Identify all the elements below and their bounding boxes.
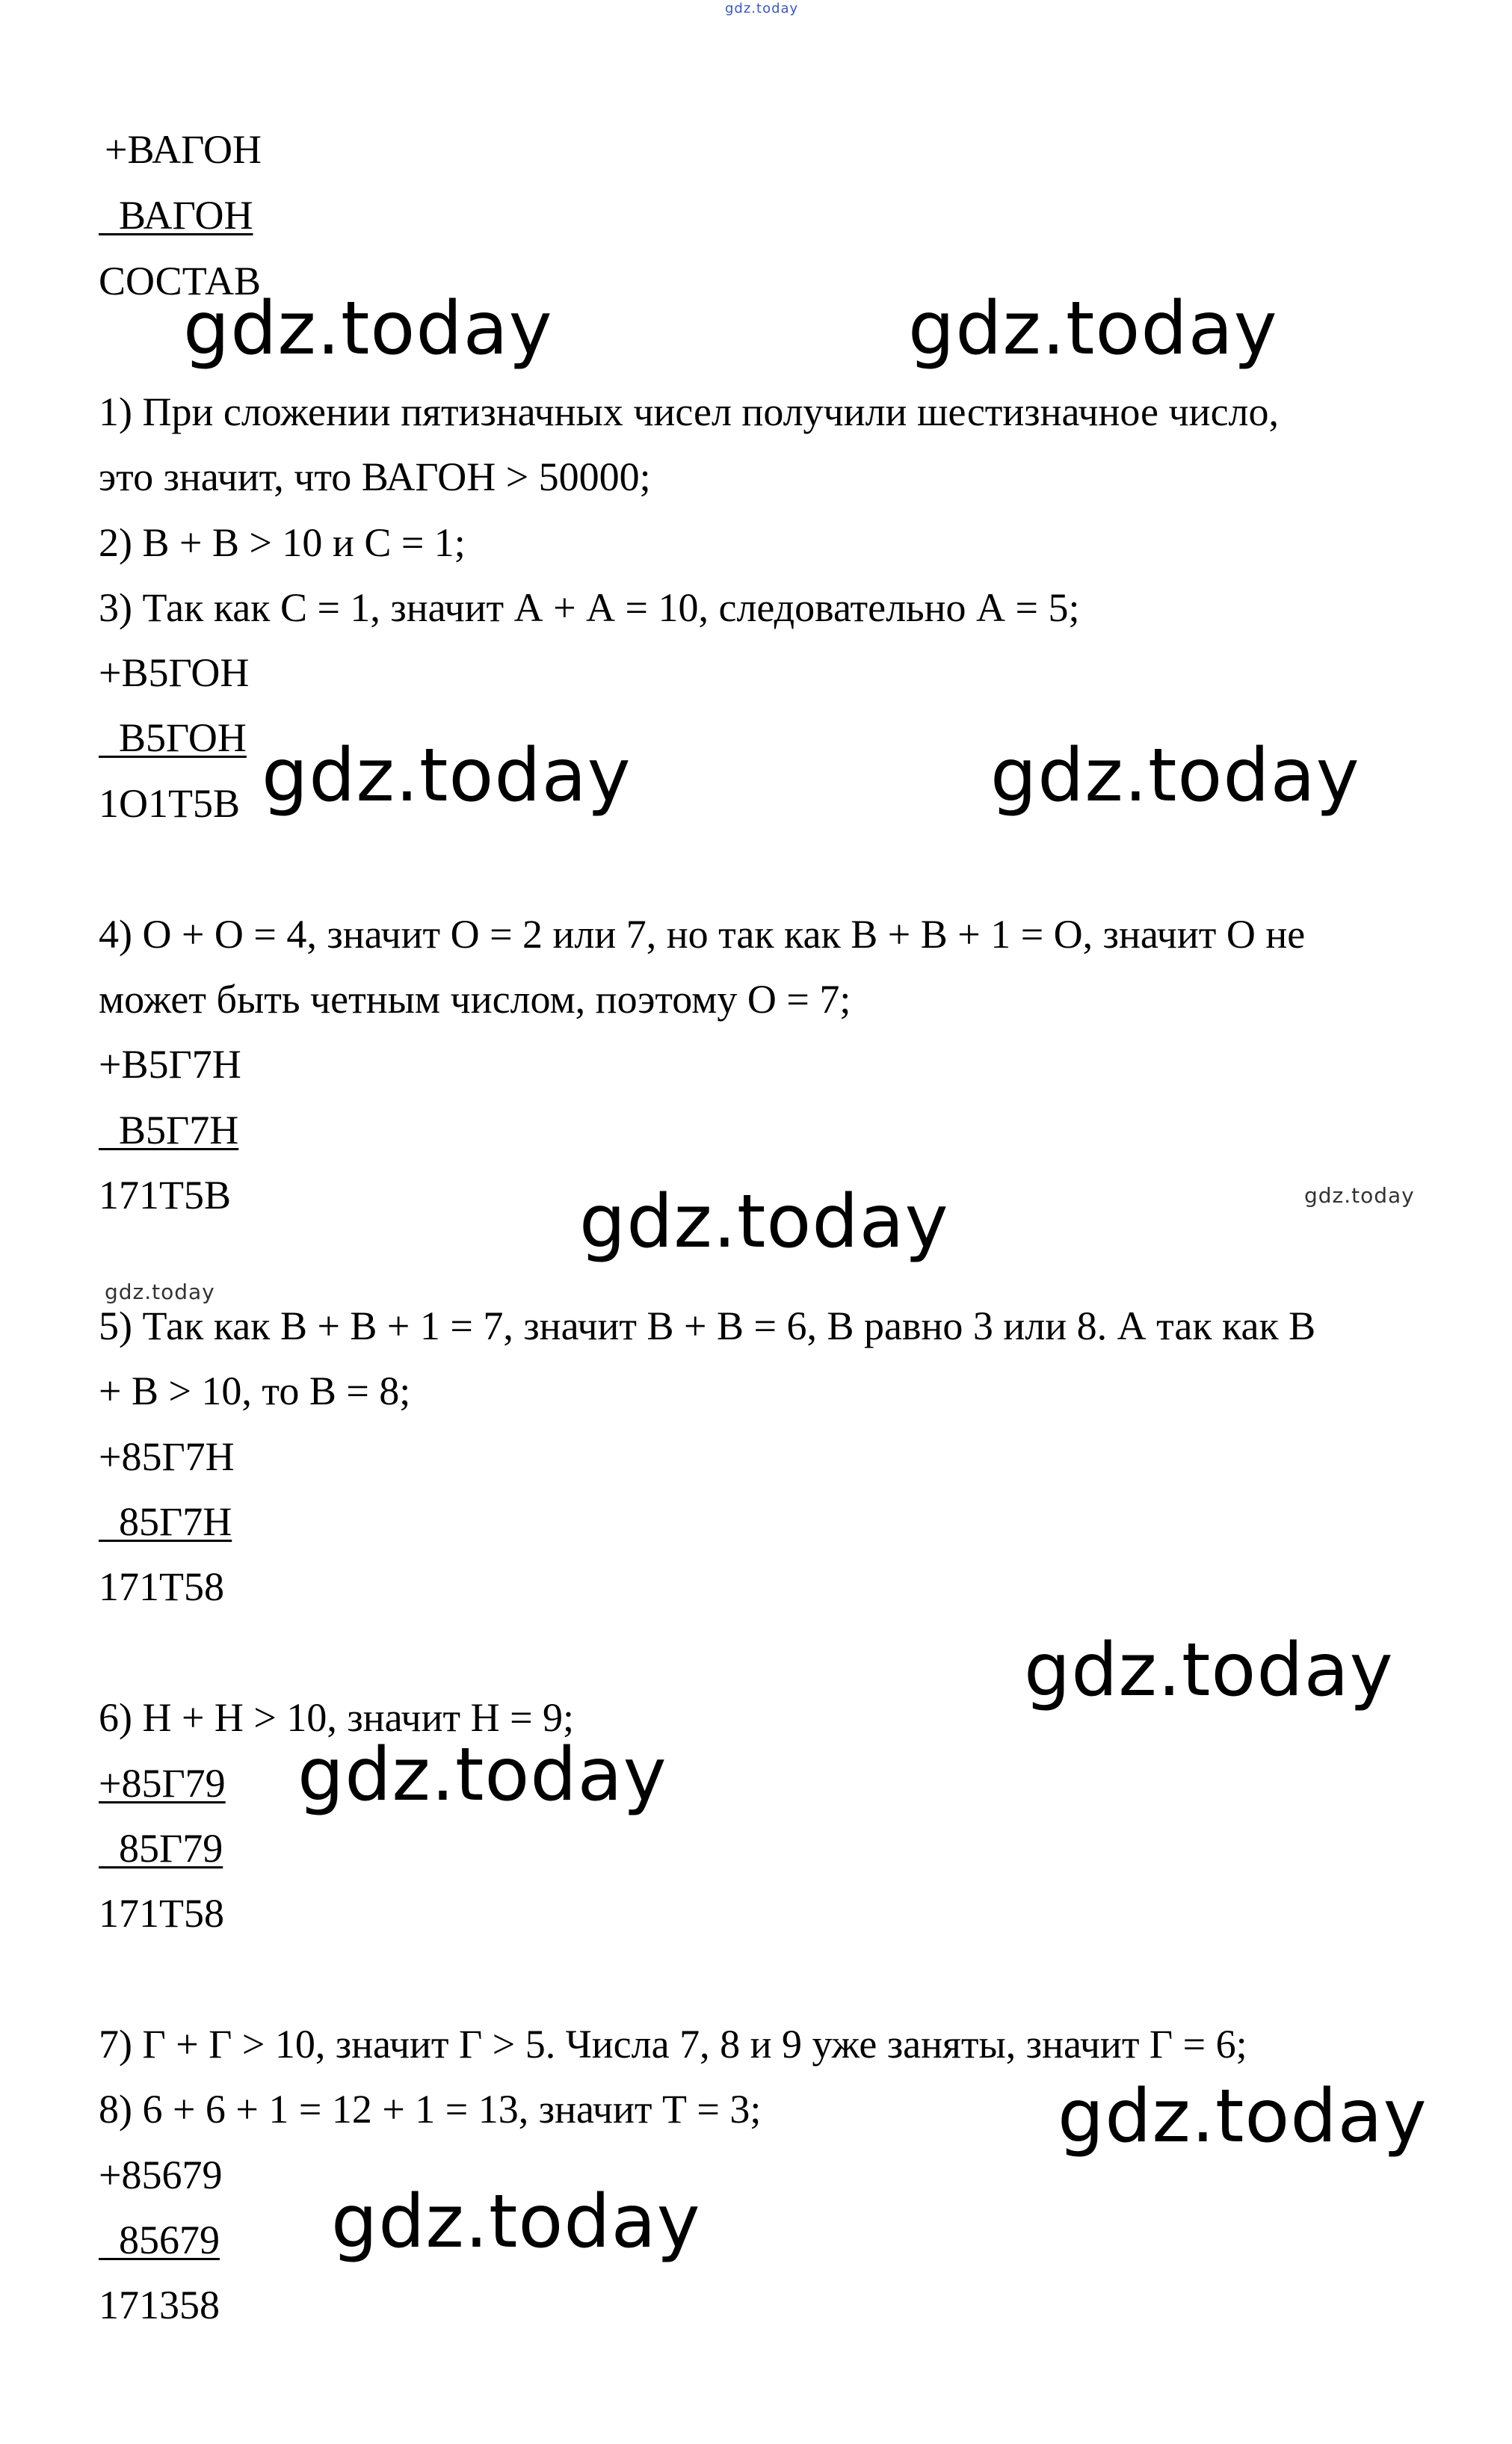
text-line-12: может быть четным числом, поэтому О = 7; [99, 977, 851, 1022]
text-line-2: ВАГОН [99, 193, 253, 238]
watermark-small: gdz.today [105, 1280, 215, 1304]
text-line-4: 1) При сложении пятизначных чисел получили шестизначное число, [99, 389, 1279, 434]
text-line-28: 85679 [99, 2218, 220, 2262]
header-watermark: gdz.today [725, 1, 799, 16]
text-line-27: +85679 [99, 2153, 223, 2197]
watermark: gdz.today [1024, 1628, 1394, 1713]
text-line-22: +85Г79 [99, 1761, 226, 1806]
text-line-25: 7) Г + Г > 10, значит Г > 5. Числа 7, 8 и 9 уже заняты, значит Г = 6; [99, 2022, 1247, 2067]
text-line-19: 85Г7Н [99, 1499, 232, 1544]
watermark-small: gdz.today [1304, 1183, 1415, 1208]
text-line-17: + В > 10, то В = 8; [99, 1368, 411, 1413]
text-line-24: 171Т58 [99, 1891, 224, 1936]
text-line-5: это значит, что ВАГОН > 50000; [99, 454, 651, 499]
watermark: gdz.today [579, 1179, 949, 1265]
watermark: gdz.today [1058, 2074, 1428, 2159]
text-line-16: 5) Так как В + В + 1 = 7, значит В + В = 6, В равно 3 или 8. А так как В [99, 1303, 1316, 1348]
watermark: gdz.today [183, 286, 553, 371]
text-line-18: +85Г7Н [99, 1434, 235, 1479]
watermark: gdz.today [262, 733, 632, 818]
text-line-1: +ВАГОН [105, 127, 262, 172]
text-line-9: В5ГОН [99, 715, 247, 760]
text-line-29: 171358 [99, 2283, 220, 2327]
text-line-15: 171Т5В [99, 1173, 232, 1218]
text-line-10: 1О1Т5В [99, 781, 240, 826]
text-line-3: СОСТАВ [99, 259, 262, 303]
text-line-13: +В5Г7Н [99, 1042, 241, 1087]
text-line-21: 6) Н + Н > 10, значит Н = 9; [99, 1695, 575, 1740]
text-line-11: 4) О + О = 4, значит О = 2 или 7, но так как В + В + 1 = О, значит О не [99, 912, 1306, 957]
watermark: gdz.today [990, 733, 1360, 818]
watermark: gdz.today [908, 286, 1278, 371]
text-line-8: +В5ГОН [99, 650, 250, 695]
text-line-20: 171Т58 [99, 1564, 224, 1609]
text-line-23: 85Г79 [99, 1826, 223, 1871]
watermark: gdz.today [297, 1732, 667, 1818]
text-line-26: 8) 6 + 6 + 1 = 12 + 1 = 13, значит Т = 3; [99, 2087, 762, 2132]
text-line-6: 2) В + В > 10 и С = 1; [99, 520, 466, 565]
watermark: gdz.today [331, 2179, 701, 2265]
text-line-14: В5Г7Н [99, 1108, 239, 1152]
text-line-7: 3) Так как С = 1, значит А + А = 10, следовательно А = 5; [99, 585, 1080, 630]
